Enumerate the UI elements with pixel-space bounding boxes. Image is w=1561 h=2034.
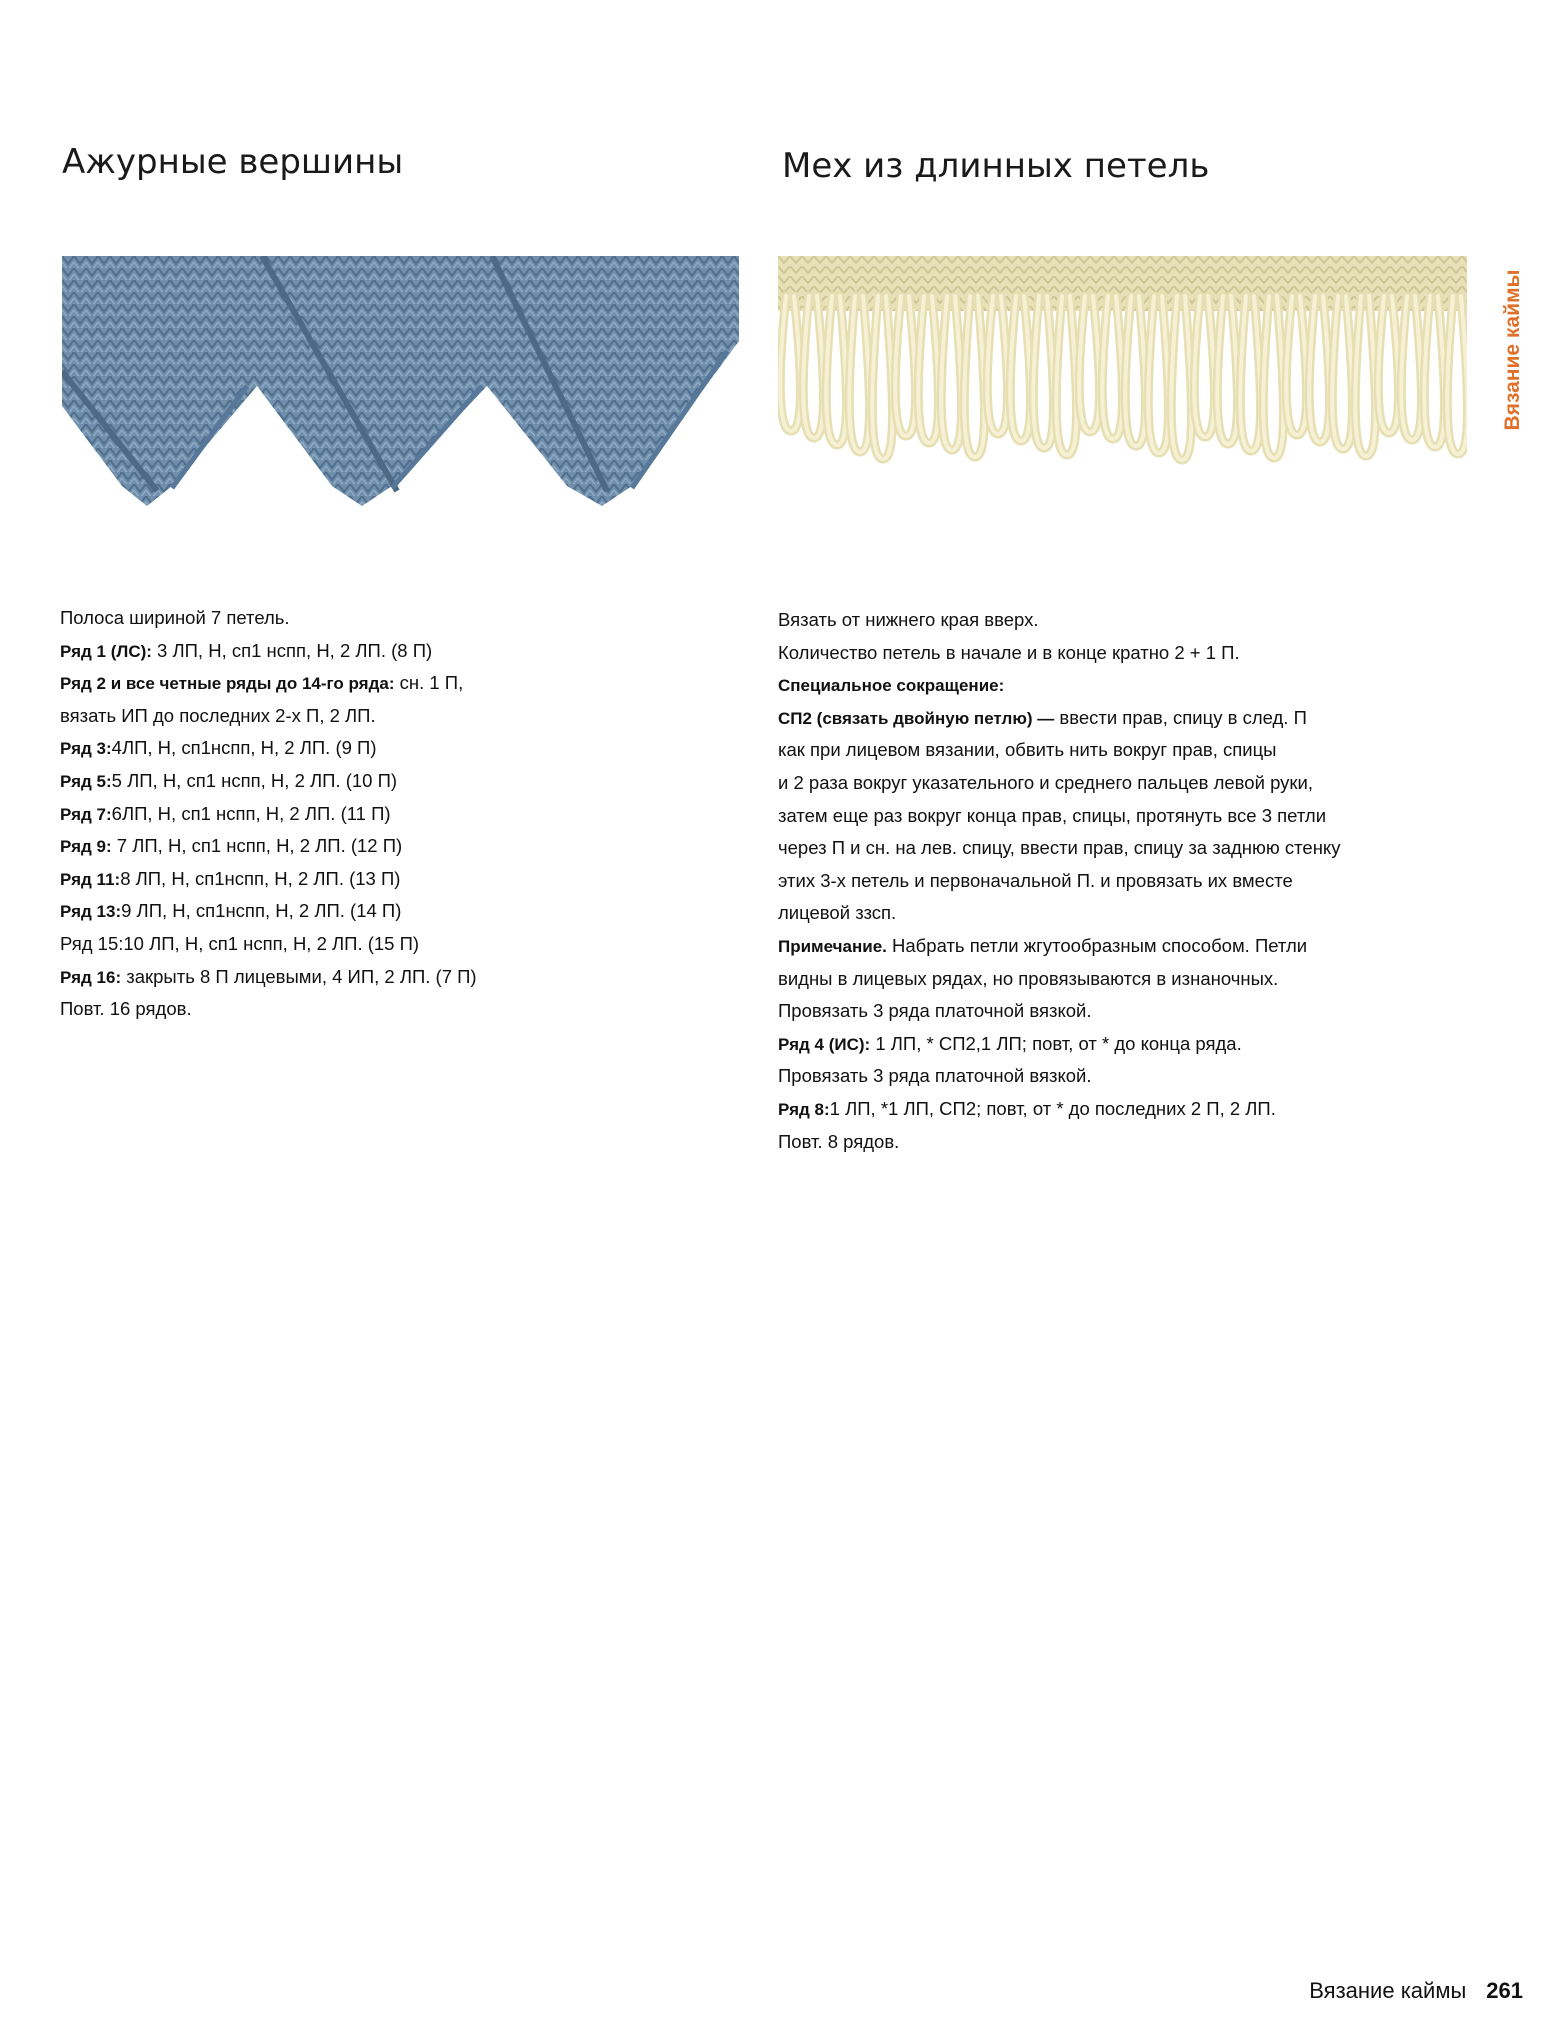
instruction-line: вязать ИП до последних 2-х П, 2 ЛП.	[60, 704, 376, 726]
side-section-tab	[1493, 260, 1533, 440]
long-loop-fur-swatch-image	[778, 256, 1467, 524]
instruction-line: через П и сн. на лев. спицу, ввести прав, спицу за заднюю стенку	[778, 837, 1341, 859]
instruction-line: Ряд 1 (ЛС): 3 ЛП, Н, сп1 нспп, Н, 2 ЛП. (8 П)	[60, 639, 433, 661]
instruction-line: Повт. 16 рядов.	[60, 998, 192, 1020]
instruction-line: Ряд 15:10 ЛП, Н, сп1 нспп, Н, 2 ЛП. (15 П)	[60, 932, 420, 954]
instruction-line: лицевой ззсп.	[778, 902, 897, 924]
instruction-line: СП2 (связать двойную петлю) — ввести прав, спицу в след. П	[778, 706, 1307, 728]
instruction-line: Ряд 13:9 ЛП, Н, сп1нспп, Н, 2 ЛП. (14 П)	[60, 900, 402, 922]
instruction-line: Провязать 3 ряда платочной вязкой.	[778, 1000, 1092, 1022]
page-footer	[1309, 1978, 1523, 2004]
instruction-line: Ряд 3:4ЛП, Н, сп1нспп, Н, 2 ЛП. (9 П)	[60, 737, 377, 759]
instruction-line: как при лицевом вязании, обвить нить вокруг прав, спицы	[778, 739, 1277, 761]
footer-section-title: Вязание каймы	[1309, 1978, 1467, 2003]
instruction-line: видны в лицевых рядах, но провязываются в изнаночных.	[778, 967, 1279, 989]
instruction-line: Повт. 8 рядов.	[778, 1130, 900, 1152]
instruction-line: Количество петель в начале и в конце кратно 2 + 1 П.	[778, 641, 1240, 663]
right-instructions	[778, 604, 1340, 1158]
instruction-line: Ряд 9: 7 ЛП, Н, сп1 нспп, Н, 2 ЛП. (12 П)	[60, 835, 403, 857]
instruction-line: затем еще раз вокруг конца прав, спицы, протянуть все 3 петли	[778, 804, 1327, 826]
instruction-line: Ряд 2 и все четные ряды до 14-го ряда: сн. 1 П,	[60, 672, 464, 694]
instruction-line: и 2 раза вокруг указательного и среднего пальцев левой руки,	[778, 771, 1313, 793]
side-section-label: Вязание каймы	[1501, 269, 1524, 431]
instruction-line: Ряд 5:5 ЛП, Н, сп1 нспп, Н, 2 ЛП. (10 П)	[60, 769, 398, 791]
page-number: 261	[1486, 1978, 1523, 2003]
lace-peaks-swatch-image	[62, 256, 739, 523]
instruction-line: Ряд 7:6ЛП, Н, сп1 нспп, Н, 2 ЛП. (11 П)	[60, 802, 391, 824]
left-instructions	[60, 602, 477, 1026]
left-title: Ажурные вершины	[62, 142, 404, 182]
instruction-line: Ряд 11:8 ЛП, Н, сп1нспп, Н, 2 ЛП. (13 П)	[60, 867, 401, 889]
instruction-line: этих 3-х петель и первоначальной П. и провязать их вместе	[778, 869, 1293, 891]
instruction-line: Провязать 3 ряда платочной вязкой.	[778, 1065, 1092, 1087]
instruction-line: Полоса шириной 7 петель.	[60, 607, 290, 628]
instruction-line: Специальное сокращение:	[778, 676, 1005, 696]
instruction-line: Вязать от нижнего края вверх.	[778, 609, 1039, 630]
instruction-line: Ряд 4 (ИС): 1 ЛП, * СП2,1 ЛП; повт, от * до конца ряда.	[778, 1032, 1242, 1054]
instruction-line: Примечание. Набрать петли жгутообразным способом. Петли	[778, 934, 1308, 956]
instruction-line: Ряд 8:1 ЛП, *1 ЛП, СП2; повт, от * до последних 2 П, 2 ЛП.	[778, 1097, 1276, 1119]
instruction-line: Ряд 16: закрыть 8 П лицевыми, 4 ИП, 2 ЛП. (7 П)	[60, 965, 477, 987]
right-title: Мех из длинных петель	[782, 146, 1210, 186]
